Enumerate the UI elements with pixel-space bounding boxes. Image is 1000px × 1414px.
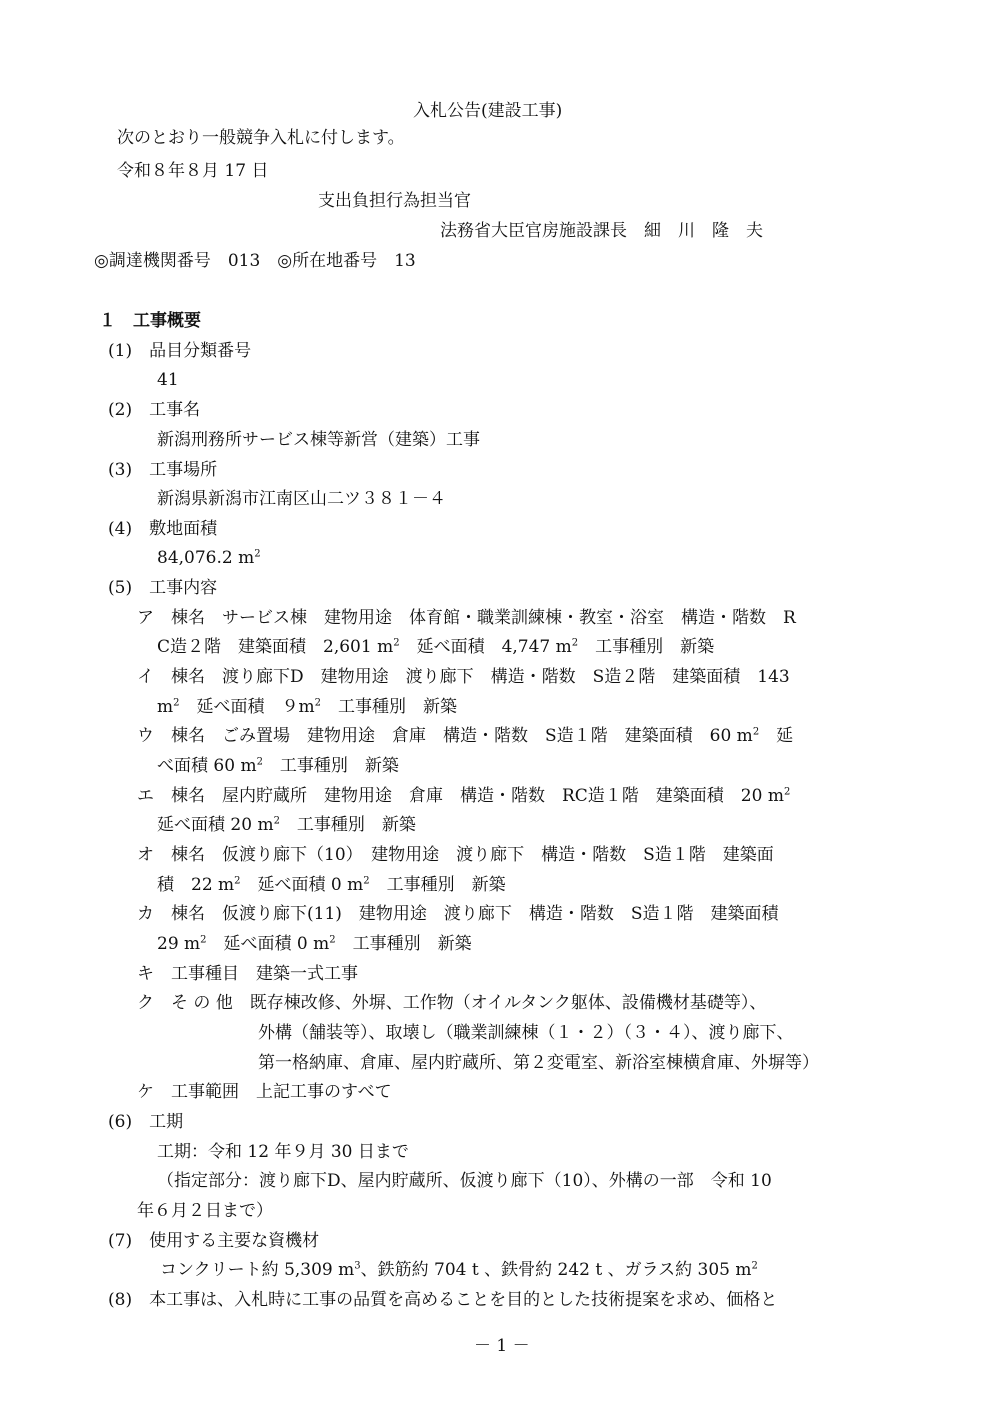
work-scope-line: ケ 工事範囲 上記工事のすべて [137,1082,392,1102]
item-5-label: (5) 工事内容 [108,578,218,598]
item-1-value: 41 [157,370,179,390]
building-d-line-1: エ 棟名 屋内貯蔵所 建物用途 倉庫 構造・階数 RC造１階 建築面積 20 $m^2$ [137,786,791,806]
section-heading: １ 工事概要 [99,311,201,331]
building-c-line-2: べ面積 60 $m^2$ 工事種別 新築 [157,756,399,776]
page-number: － 1 － [474,1336,530,1356]
item-7-value: コンクリート約 5,309 $m^3$、鉄筋約 704 t 、鉄骨約 242 t 、ガラス約 305 $m^2$ [160,1260,758,1280]
item-1-label: (1) 品目分類番号 [108,341,252,361]
building-b-line-2: $m^2$ 延べ面積 $9m^2$ 工事種別 新築 [157,697,457,717]
building-c-line-1: ウ 棟名 ごみ置場 建物用途 倉庫 構造・階数 S造１階 建築面積 60 $m^2$ 延 [137,726,794,746]
item-2-label: (2) 工事名 [108,400,201,420]
item-3-label: (3) 工事場所 [108,460,218,480]
building-f-line-2: 29 $m^2$ 延べ面積 0 $m^2$ 工事種別 新築 [157,934,472,954]
notice-title: 入札公告(建設工事) [413,101,563,121]
item-6-note-1: （指定部分：渡り廊下D、屋内貯蔵所、仮渡り廊下（10）、外構の一部 令和 10 [157,1171,772,1191]
item-3-value: 新潟県新潟市江南区山二ツ３８１－４ [157,489,446,509]
official-title: 支出負担行為担当官 [318,191,471,211]
building-f-line-1: カ 棟名 仮渡り廊下(11) 建物用途 渡り廊下 構造・階数 S造１階 建築面積 [137,904,779,924]
other-works-line-1: ク そ の 他 既存棟改修、外塀、工作物（オイルタンク躯体、設備機材基礎等）、 [137,993,767,1013]
item-6-value: 工期：令和 12 年９月 30 日まで [157,1142,409,1162]
other-works-line-2: 外構（舗装等）、取壊し（職業訓練棟（１・２）（３・４）、渡り廊下、 [258,1023,794,1043]
item-6-label: (6) 工期 [108,1112,184,1132]
item-2-value: 新潟刑務所サービス棟等新営（建築）工事 [157,430,480,450]
building-b-line-1: イ 棟名 渡り廊下D 建物用途 渡り廊下 構造・階数 S造２階 建築面積 143 [137,667,790,687]
procurement-codes: ◎調達機関番号 013 ◎所在地番号 13 [94,251,416,271]
item-7-label: (7) 使用する主要な資機材 [108,1231,320,1251]
building-d-line-2: 延べ面積 20 $m^2$ 工事種別 新築 [157,815,416,835]
building-a-line-2: C造２階 建築面積 2,601 $m^2$ 延べ面積 4,747 $m^2$ 工事種別 新築 [157,637,715,657]
building-e-line-2: 積 22 $m^2$ 延べ面積 0 $m^2$ 工事種別 新築 [157,875,506,895]
item-4-value: 84,076.2 $m^2$ [157,548,261,568]
item-8-text: (8) 本工事は、入札時に工事の品質を高めることを目的とした技術提案を求め、価格と [108,1290,778,1310]
intro-text: 次のとおり一般競争入札に付します。 [117,128,405,148]
other-works-line-3: 第一格納庫、倉庫、屋内貯蔵所、第２変電室、新浴室棟横倉庫、外塀等） [258,1053,819,1073]
item-4-label: (4) 敷地面積 [108,519,218,539]
item-6-note-2: 年６月２日まで） [137,1201,273,1221]
building-e-line-1: オ 棟名 仮渡り廊下（10） 建物用途 渡り廊下 構造・階数 S造１階 建築面 [137,845,774,865]
official-name: 法務省大臣官房施設課長 細 川 隆 夫 [440,221,763,241]
notice-date: 令和８年８月 17 日 [117,161,269,181]
building-a-line-1: ア 棟名 サービス棟 建物用途 体育館・職業訓練棟・教室・浴室 構造・階数 R [137,608,796,628]
work-type-line: キ 工事種目 建築一式工事 [137,964,358,984]
